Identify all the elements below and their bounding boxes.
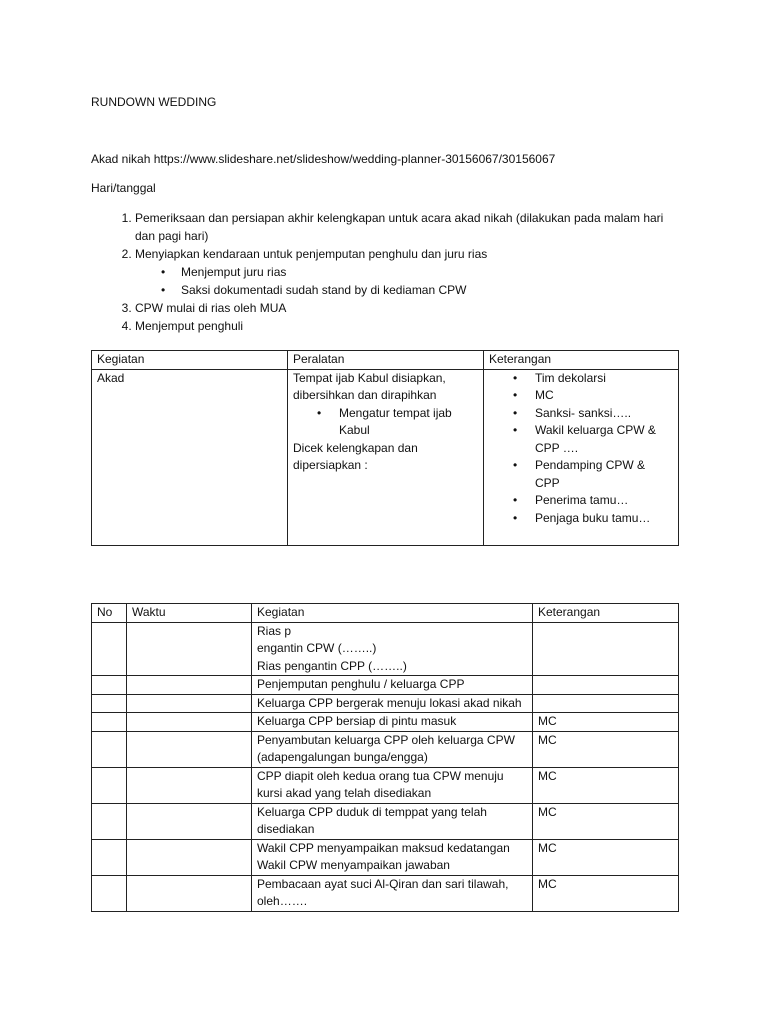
kegiatan-cell: [252, 676, 533, 695]
table-row: [92, 694, 679, 713]
no-cell: [92, 731, 127, 767]
table-row: [92, 803, 679, 839]
peralatan-bullets: [293, 405, 478, 440]
header-waktu: Waktu: [127, 604, 252, 623]
keterangan-bullet-item: • Tim dekolarsi: [535, 370, 673, 388]
no-cell: [92, 622, 127, 676]
kegiatan-cell: [252, 875, 533, 911]
step-text: Pemeriksaan dan persiapan akhir kelengkapan untuk acara akad nikah (dilakukan pada malam hari dan pagi hari): [135, 211, 664, 243]
kegiatan-line: Rias p: [257, 623, 292, 638]
rundown-table: [91, 603, 679, 912]
keterangan-cell: [533, 622, 679, 676]
header-kegiatan: Kegiatan: [252, 604, 533, 623]
table-row: [92, 731, 679, 767]
sub-item: • Saksi dokumentadi sudah stand by di kediaman CPW: [181, 281, 675, 299]
kegiatan-line: Keluarga CPP bergerak menuju lokasi akad nikah: [257, 695, 522, 710]
keterangan-cell: [533, 694, 679, 713]
table-row: [92, 839, 679, 875]
step-item: [135, 245, 675, 299]
keterangan-cell: [484, 369, 679, 545]
header-keterangan: Keterangan: [533, 604, 679, 623]
hari-tanggal-label: Hari/tanggal: [91, 181, 156, 195]
no-cell: [92, 676, 127, 695]
waktu-cell: [127, 839, 252, 875]
keterangan-bullet-item: • MC: [535, 387, 673, 405]
no-cell: [92, 875, 127, 911]
kegiatan-cell: Akad: [92, 369, 288, 545]
no-cell: [92, 767, 127, 803]
header-no: No: [92, 604, 127, 623]
document-title: RUNDOWN WEDDING: [91, 95, 217, 109]
activity-equipment-table: [91, 350, 679, 546]
keterangan-cell: MC: [533, 713, 679, 732]
kegiatan-cell: [252, 694, 533, 713]
keterangan-cell: MC: [533, 803, 679, 839]
no-cell: [92, 713, 127, 732]
step-item: [135, 209, 675, 245]
kegiatan-line: Keluarga CPP bersiap di pintu masuk: [257, 714, 457, 728]
table-header-row: [92, 351, 679, 370]
table-row: [92, 875, 679, 911]
keterangan-bullet-item: • Sanksi- sanksi…..: [535, 405, 673, 423]
peralatan-outro: Dicek kelengkapan dan dipersiapkan :: [293, 440, 418, 472]
keterangan-bullets: [489, 370, 673, 528]
header-peralatan: Peralatan: [288, 351, 484, 370]
keterangan-cell: MC: [533, 731, 679, 767]
kegiatan-cell: [252, 713, 533, 732]
waktu-cell: [127, 875, 252, 911]
step-text: Menjemput penghuli: [135, 319, 244, 333]
table-header-row: [92, 604, 679, 623]
preparation-steps-list: [91, 209, 675, 335]
kegiatan-cell: [252, 622, 533, 676]
kegiatan-line: CPP diapit oleh kedua orang tua CPW menuju kursi akad yang telah disediakan: [257, 768, 504, 800]
kegiatan-line: Pembacaan ayat suci Al-Qiran dan sari tilawah, oleh…….: [257, 876, 509, 908]
keterangan-cell: MC: [533, 839, 679, 875]
kegiatan-line: Rias pengantin CPP (……..): [257, 658, 407, 673]
header-keterangan: Keterangan: [484, 351, 679, 370]
header-kegiatan: Kegiatan: [92, 351, 288, 370]
kegiatan-line: Penyambutan keluarga CPP oleh keluarga CPW (adapengalungan bunga/engga): [257, 732, 515, 764]
kegiatan-line: engantin CPW (……..): [257, 641, 377, 655]
keterangan-bullet-item: • Penjaga buku tamu…: [535, 510, 673, 528]
keterangan-cell: [533, 676, 679, 695]
table-row: [92, 713, 679, 732]
peralatan-bullet-item: • Mengatur tempat ijab Kabul: [339, 405, 478, 440]
step-text: CPW mulai di rias oleh MUA: [135, 301, 287, 315]
akad-nikah-line: Akad nikah https://www.slideshare.net/slideshow/wedding-planner-30156067/30156067: [91, 152, 556, 166]
step-item: [135, 299, 675, 317]
keterangan-bullet-item: • Pendamping CPW & CPP: [535, 457, 673, 492]
table-row: [92, 676, 679, 695]
kegiatan-cell: [252, 839, 533, 875]
keterangan-cell: MC: [533, 767, 679, 803]
no-cell: [92, 839, 127, 875]
kegiatan-line: Penjemputan penghulu / keluarga CPP: [257, 677, 465, 691]
kegiatan-cell: [252, 731, 533, 767]
waktu-cell: [127, 622, 252, 676]
waktu-cell: [127, 713, 252, 732]
rundown-body: [92, 622, 679, 911]
table-row: [92, 369, 679, 545]
waktu-cell: [127, 694, 252, 713]
peralatan-cell: [288, 369, 484, 545]
kegiatan-line: Wakil CPP menyampaikan maksud kedatangan: [257, 840, 510, 855]
no-cell: [92, 694, 127, 713]
keterangan-bullet-item: • Penerima tamu…: [535, 492, 673, 510]
no-cell: [92, 803, 127, 839]
kegiatan-line: Wakil CPW menyampaikan jawaban: [257, 858, 450, 872]
step-item: [135, 317, 675, 335]
peralatan-intro: Tempat ijab Kabul disiapkan, dibersihkan dan dirapihkan: [293, 370, 446, 402]
sub-item: • Menjemput juru rias: [181, 263, 675, 281]
kegiatan-cell: [252, 803, 533, 839]
kegiatan-cell: [252, 767, 533, 803]
kegiatan-line: Keluarga CPP duduk di temppat yang telah disediakan: [257, 804, 487, 836]
table-row: [92, 622, 679, 676]
keterangan-bullet-item: • Wakil keluarga CPW & CPP ….: [535, 422, 673, 457]
waktu-cell: [127, 767, 252, 803]
step-sub-list: [135, 263, 675, 299]
waktu-cell: [127, 731, 252, 767]
step-text: Menyiapkan kendaraan untuk penjemputan penghulu dan juru rias: [135, 247, 488, 261]
table-row: [92, 767, 679, 803]
waktu-cell: [127, 676, 252, 695]
waktu-cell: [127, 803, 252, 839]
keterangan-cell: MC: [533, 875, 679, 911]
